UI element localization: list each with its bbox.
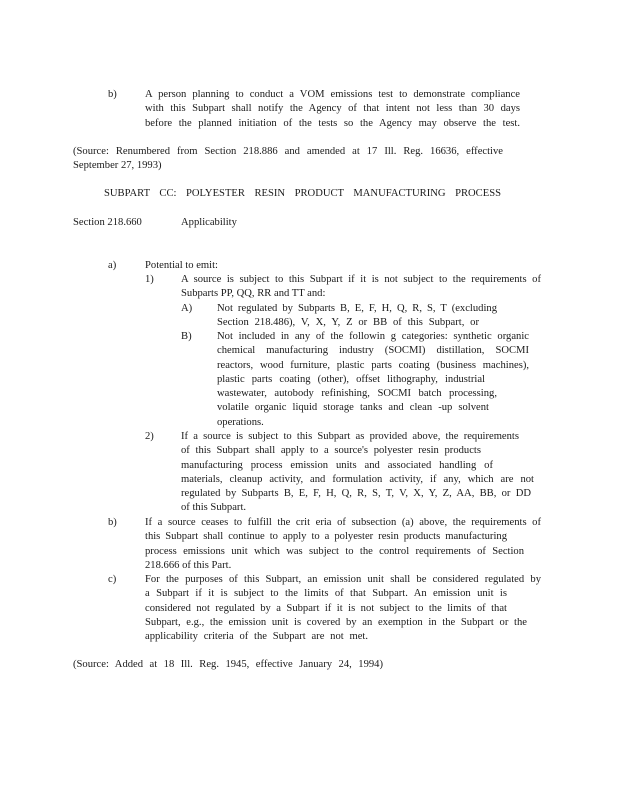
subpart-heading: SUBPART CC: POLYESTER RESIN PRODUCT MANUFACTURING PROCESS	[104, 188, 501, 199]
text-line: plastic parts coating (other), offset lithography, industrial	[217, 373, 485, 385]
text-line: A source is subject to this Subpart if it is not subject to the requirements of	[181, 274, 541, 285]
text-line: of this Subpart.	[181, 502, 247, 514]
item-2-text	[181, 430, 534, 516]
source-note-1-line1: (Source: Renumbered from Section 218.886 and amended at 17 Ill. Reg. 16636, effective	[73, 146, 503, 157]
item-label-c: c)	[108, 574, 117, 585]
text-line: a Subpart if it is subject to the limits of that Subpart. An emission unit is	[145, 588, 507, 600]
text-line: manufacturing process emission units and associated handling of	[181, 459, 493, 471]
item-label-b: b)	[108, 517, 117, 528]
item-label-A: A)	[181, 303, 193, 314]
text-line: operations.	[217, 416, 264, 428]
item-label-a: a)	[108, 260, 117, 271]
text-line: before the planned initiation of the tests so the Agency may observe the test.	[145, 117, 520, 129]
text-line: considered not regulated by a Subpart if it is not subject to the limits of that	[145, 602, 507, 614]
text-line: of this Subpart shall apply to a source's polyester resin products	[181, 445, 481, 457]
section-number: Section 218.660	[73, 217, 142, 228]
item-1-text	[181, 273, 541, 302]
text-line: this Subpart shall continue to apply to a polyester resin products manufacturing	[145, 531, 507, 543]
item-label-b-top: b)	[108, 89, 117, 100]
item-b-top-text	[145, 88, 520, 131]
text-line: Section 218.486), V, X, Y, Z or BB of this Subpart, or	[217, 317, 479, 329]
item-label-B: B)	[181, 331, 192, 342]
text-line: regulated by Subparts B, E, F, H, Q, R, S, T, V, X, Y, Z, AA, BB, or DD	[181, 488, 531, 500]
item-A-text	[217, 302, 497, 331]
item-c-text	[145, 573, 541, 644]
text-line: wastewater, autobody refinishing, SOCMI batch processing,	[217, 388, 497, 400]
text-line: For the purposes of this Subpart, an emission unit shall be considered regulated by	[145, 574, 541, 585]
text-line: If a source ceases to fulfill the crit eria of subsection (a) above, the requirements of	[145, 517, 541, 528]
text-line: If a source is subject to this Subpart as provided above, the requirements	[181, 431, 519, 442]
source-note-2: (Source: Added at 18 Ill. Reg. 1945, effective January 24, 1994)	[73, 659, 383, 670]
text-line: 218.666 of this Part.	[145, 559, 232, 571]
text-line: with this Subpart shall notify the Agency of that intent not less than 30 days	[145, 103, 520, 115]
text-line: Not regulated by Subparts B, E, F, H, Q, R, S, T (excluding	[217, 303, 497, 314]
text-line: Subpart, e.g., the emission unit is covered by an exemption in the Subpart or the	[145, 616, 527, 628]
text-line: chemical manufacturing industry (SOCMI) distillation, SOCMI	[217, 345, 529, 357]
text-line: Not included in any of the followin g categories: synthetic organic	[217, 331, 529, 342]
item-label-1: 1)	[145, 274, 154, 285]
text-line: reactors, wood furniture, plastic parts coating (business machines),	[217, 359, 529, 371]
item-label-2: 2)	[145, 431, 154, 442]
text-line: materials, cleanup activity, and formulation activity, if any, which are not	[181, 473, 534, 485]
item-a-text: Potential to emit:	[145, 260, 218, 271]
source-note-1-line2: September 27, 1993)	[73, 160, 162, 171]
item-b-text	[145, 516, 541, 573]
text-line: Subparts PP, QQ, RR and TT and:	[181, 288, 326, 300]
text-line: process emissions unit which was subject to the control requirements of Section	[145, 545, 524, 557]
item-B-text	[217, 330, 529, 430]
text-line: applicability criteria of the Subpart are not met.	[145, 631, 368, 643]
text-line: volatile organic liquid storage tanks and clean -up solvent	[217, 402, 489, 414]
section-title: Applicability	[181, 217, 237, 228]
text-line: A person planning to conduct a VOM emissions test to demonstrate compliance	[145, 89, 520, 100]
